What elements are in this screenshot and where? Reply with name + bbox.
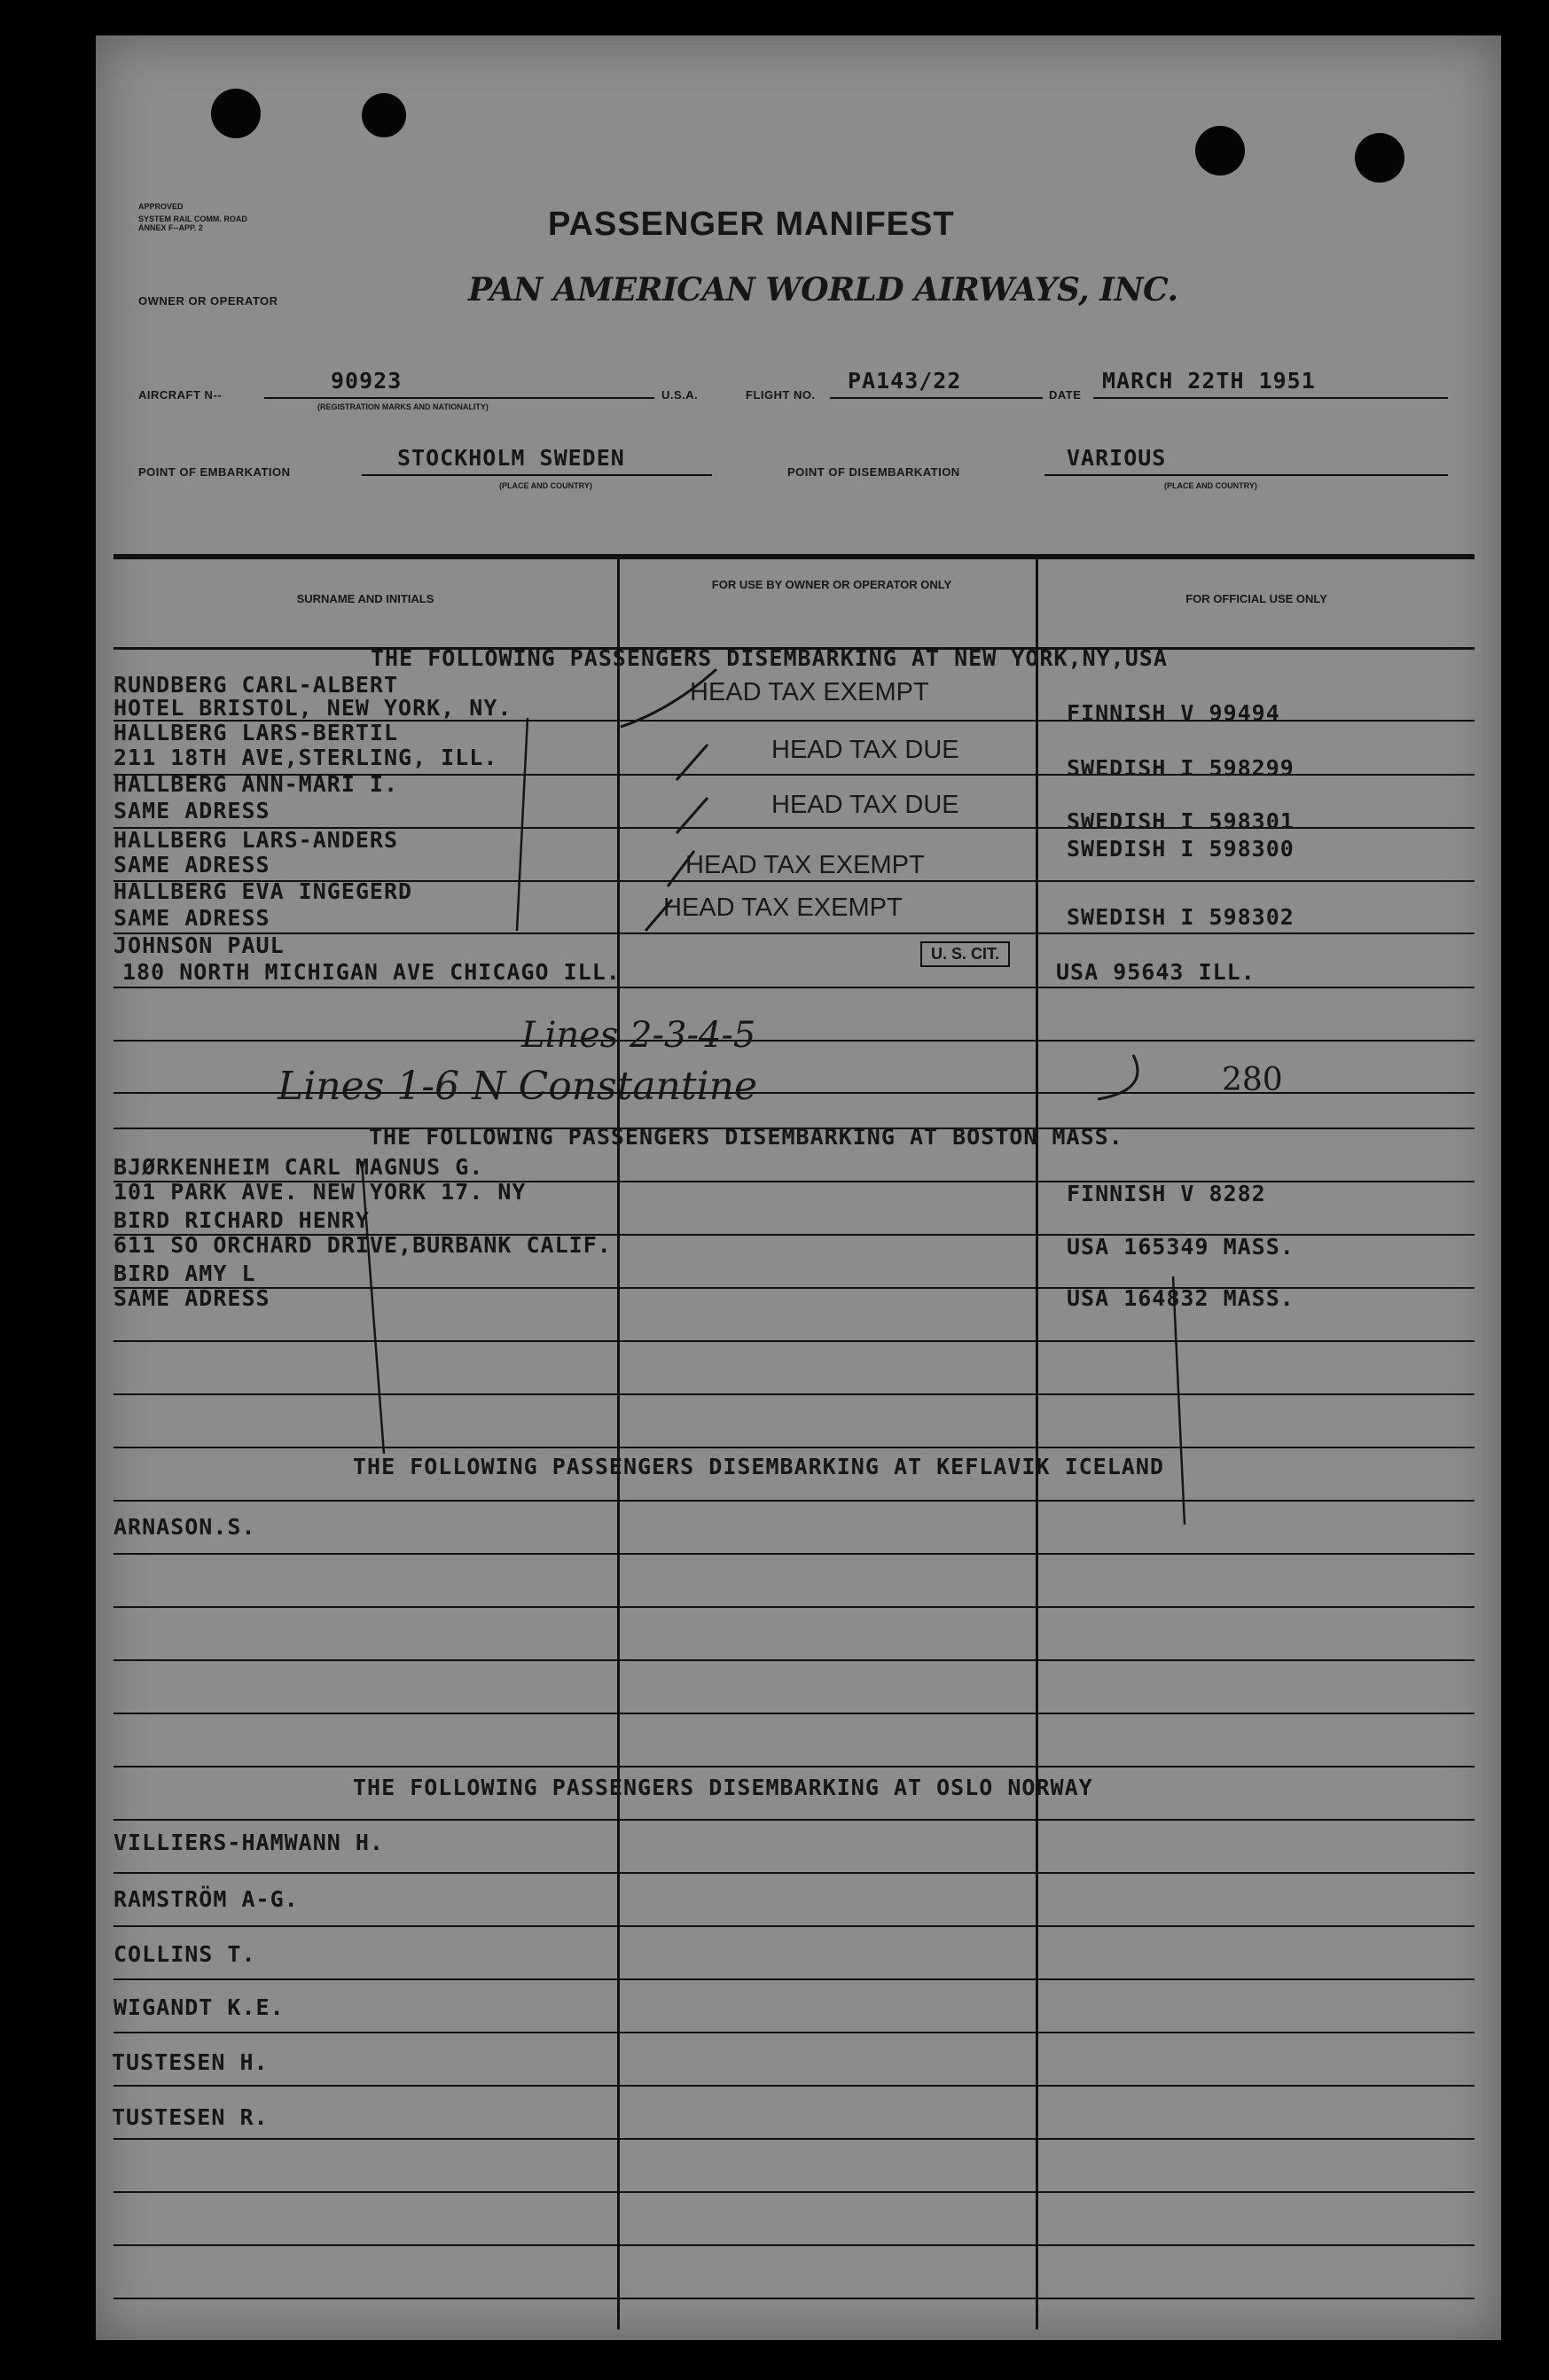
passenger-name: VILLIERS-HAMWANN H. bbox=[113, 1830, 384, 1855]
us-citizen-stamp: U. S. CIT. bbox=[920, 941, 1010, 967]
official-entry: USA 165349 MASS. bbox=[1067, 1234, 1295, 1260]
passenger-count: 280 bbox=[1222, 1062, 1283, 1098]
embarkation-label: POINT OF EMBARKATION bbox=[138, 465, 291, 479]
passenger-address: 611 SO ORCHARD DRIVE,BURBANK CALIF. bbox=[113, 1232, 612, 1258]
passenger-address: SAME ADRESS bbox=[113, 798, 270, 823]
column-official-use: FOR OFFICIAL USE ONLY bbox=[1185, 592, 1327, 605]
date-value: MARCH 22TH 1951 bbox=[1102, 368, 1316, 394]
disembarkation-label: POINT OF DISEMBARKATION bbox=[787, 465, 960, 479]
section-heading-new-york: THE FOLLOWING PASSENGERS DISEMBARKING AT NEW YORK,NY,USA bbox=[371, 645, 1168, 671]
passenger-name: JOHNSON PAUL bbox=[113, 932, 285, 958]
head-tax-stamp: HEAD TAX EXEMPT bbox=[685, 851, 925, 879]
place-note-1: (PLACE AND COUNTRY) bbox=[499, 481, 592, 490]
disembarkation-value: VARIOUS bbox=[1067, 445, 1167, 471]
page-title: PASSENGER MANIFEST bbox=[548, 206, 955, 243]
passenger-name: BIRD AMY L bbox=[113, 1260, 256, 1286]
passenger-address: 101 PARK AVE. NEW YORK 17. NY bbox=[113, 1179, 527, 1205]
official-entry: USA 95643 ILL. bbox=[1056, 959, 1256, 985]
passenger-address: SAME ADRESS bbox=[113, 852, 270, 878]
passenger-name: TUSTESEN R. bbox=[112, 2104, 269, 2130]
company-name: PAN AMERICAN WORLD AIRWAYS, INC. bbox=[468, 271, 1178, 308]
official-entry: USA 164832 MASS. bbox=[1067, 1285, 1295, 1311]
manifest-page bbox=[96, 35, 1501, 2340]
passenger-name: BJØRKENHEIM CARL MAGNUS G. bbox=[113, 1154, 484, 1180]
passenger-name: WIGANDT K.E. bbox=[113, 1994, 285, 2020]
passenger-name: HALLBERG EVA INGEGERD bbox=[113, 878, 413, 904]
official-entry: FINNISH V 8282 bbox=[1067, 1181, 1266, 1206]
approved-sub: SYSTEM RAIL COMM. ROAD ANNEX F--APP. 2 bbox=[138, 215, 247, 232]
official-entry: FINNISH V 99494 bbox=[1067, 700, 1280, 726]
passenger-name: RUNDBERG CARL-ALBERT bbox=[113, 672, 399, 698]
passenger-name: ARNASON.S. bbox=[113, 1514, 256, 1540]
passenger-address: 211 18TH AVE,STERLING, ILL. bbox=[113, 745, 498, 770]
flight-label: FLIGHT NO. bbox=[746, 388, 816, 402]
passenger-address: SAME ADRESS bbox=[113, 905, 270, 931]
handwritten-marks bbox=[96, 35, 1501, 2340]
handwritten-note: Lines 1-6 N Constantine bbox=[278, 1064, 758, 1109]
approved-label: APPROVED bbox=[138, 202, 184, 211]
official-entry: SWEDISH I 598300 bbox=[1067, 836, 1295, 862]
passenger-name: RAMSTRÖM A-G. bbox=[113, 1886, 299, 1912]
head-tax-stamp: HEAD TAX DUE bbox=[771, 736, 959, 764]
passenger-address: 180 NORTH MICHIGAN AVE CHICAGO ILL. bbox=[122, 959, 621, 985]
usa-label: U.S.A. bbox=[661, 388, 699, 402]
official-entry: SWEDISH I 598301 bbox=[1067, 808, 1295, 834]
embarkation-value: STOCKHOLM SWEDEN bbox=[397, 445, 625, 471]
head-tax-stamp: HEAD TAX EXEMPT bbox=[663, 893, 903, 922]
head-tax-stamp: HEAD TAX DUE bbox=[771, 791, 959, 819]
passenger-name: HALLBERG LARS-ANDERS bbox=[113, 827, 399, 853]
official-entry: SWEDISH I 598299 bbox=[1067, 755, 1295, 781]
place-note-2: (PLACE AND COUNTRY) bbox=[1164, 481, 1257, 490]
passenger-address: HOTEL BRISTOL, NEW YORK, NY. bbox=[113, 695, 512, 721]
passenger-name: COLLINS T. bbox=[113, 1941, 256, 1967]
section-heading-boston: THE FOLLOWING PASSENGERS DISEMBARKING AT BOSTON MASS. bbox=[369, 1124, 1123, 1150]
passenger-name: TUSTESEN H. bbox=[112, 2049, 269, 2075]
date-label: DATE bbox=[1049, 388, 1082, 402]
section-heading-oslo: THE FOLLOWING PASSENGERS DISEMBARKING AT OSLO NORWAY bbox=[353, 1775, 1093, 1800]
passenger-name: HALLBERG ANN-MARI I. bbox=[113, 771, 399, 797]
handwritten-note: Lines 2-3-4-5 bbox=[521, 1015, 756, 1056]
head-tax-stamp: HEAD TAX EXEMPT bbox=[690, 678, 929, 706]
aircraft-value: 90923 bbox=[331, 368, 403, 394]
owner-label: OWNER OR OPERATOR bbox=[138, 294, 278, 308]
passenger-address: SAME ADRESS bbox=[113, 1285, 270, 1311]
flight-value: PA143/22 bbox=[848, 368, 962, 394]
column-surname: SURNAME AND INITIALS bbox=[296, 592, 434, 605]
section-heading-keflavik: THE FOLLOWING PASSENGERS DISEMBARKING AT KEFLAVIK ICELAND bbox=[353, 1454, 1164, 1479]
passenger-name: HALLBERG LARS-BERTIL bbox=[113, 720, 399, 745]
aircraft-label: AIRCRAFT N-- bbox=[138, 388, 223, 402]
registration-note: (REGISTRATION MARKS AND NATIONALITY) bbox=[317, 402, 489, 411]
passenger-name: BIRD RICHARD HENRY bbox=[113, 1207, 370, 1233]
official-entry: SWEDISH I 598302 bbox=[1067, 904, 1295, 930]
column-owner-use: FOR USE BY OWNER OR OPERATOR ONLY bbox=[711, 578, 952, 591]
